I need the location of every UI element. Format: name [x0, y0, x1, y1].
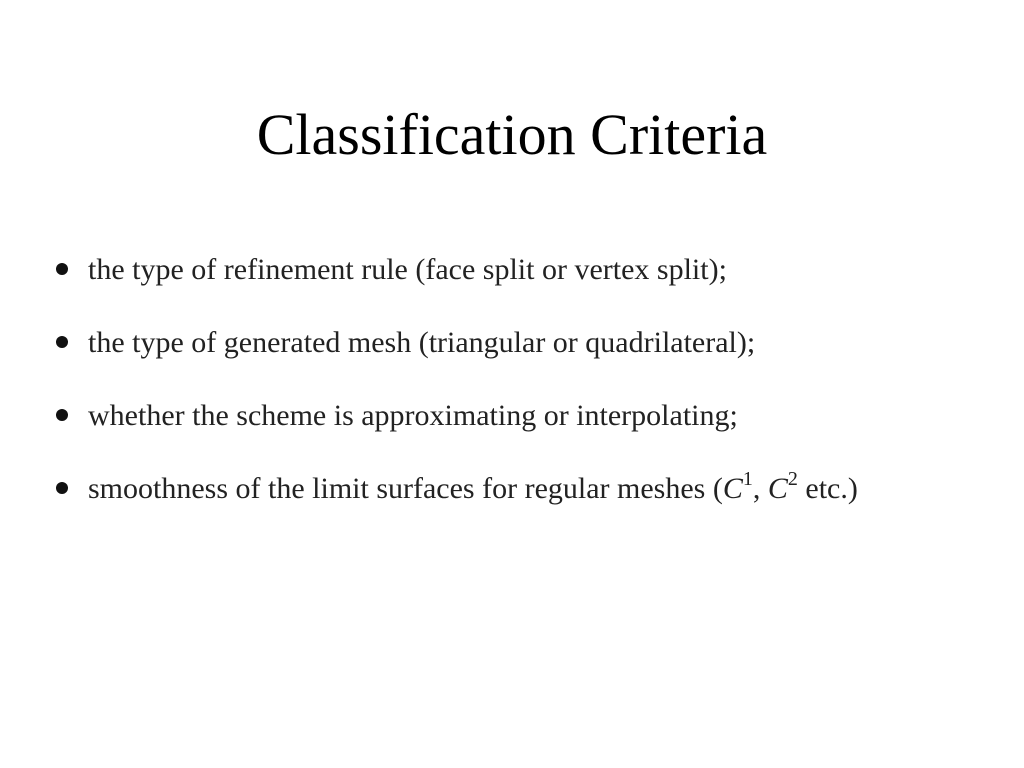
math-c-symbol: C [722, 472, 743, 505]
math-superscript: 2 [787, 468, 798, 490]
math-superscript: 1 [742, 468, 753, 490]
bullet-text-separator: , [752, 472, 768, 505]
bullet-text: whether the scheme is approximating or interpolating; [88, 399, 738, 432]
criteria-list [52, 248, 992, 540]
math-c-symbol: C [767, 472, 788, 505]
list-item-generated-mesh [52, 321, 992, 394]
bullet-text-prefix: smoothness of the limit surfaces for regular meshes ( [88, 472, 723, 505]
bullet-icon [56, 482, 68, 494]
list-item-approximating-interpolating [52, 394, 992, 467]
list-item-refinement-rule [52, 248, 992, 321]
bullet-icon [56, 263, 68, 275]
list-item-smoothness [52, 467, 992, 540]
bullet-icon [56, 409, 68, 421]
slide-title: Classification Criteria [256, 102, 768, 167]
bullet-text: the type of refinement rule (face split or vertex split); [88, 253, 727, 286]
bullet-text-suffix: etc.) [797, 472, 858, 505]
bullet-text: the type of generated mesh (triangular or quadrilateral); [88, 326, 756, 359]
bullet-icon [56, 336, 68, 348]
